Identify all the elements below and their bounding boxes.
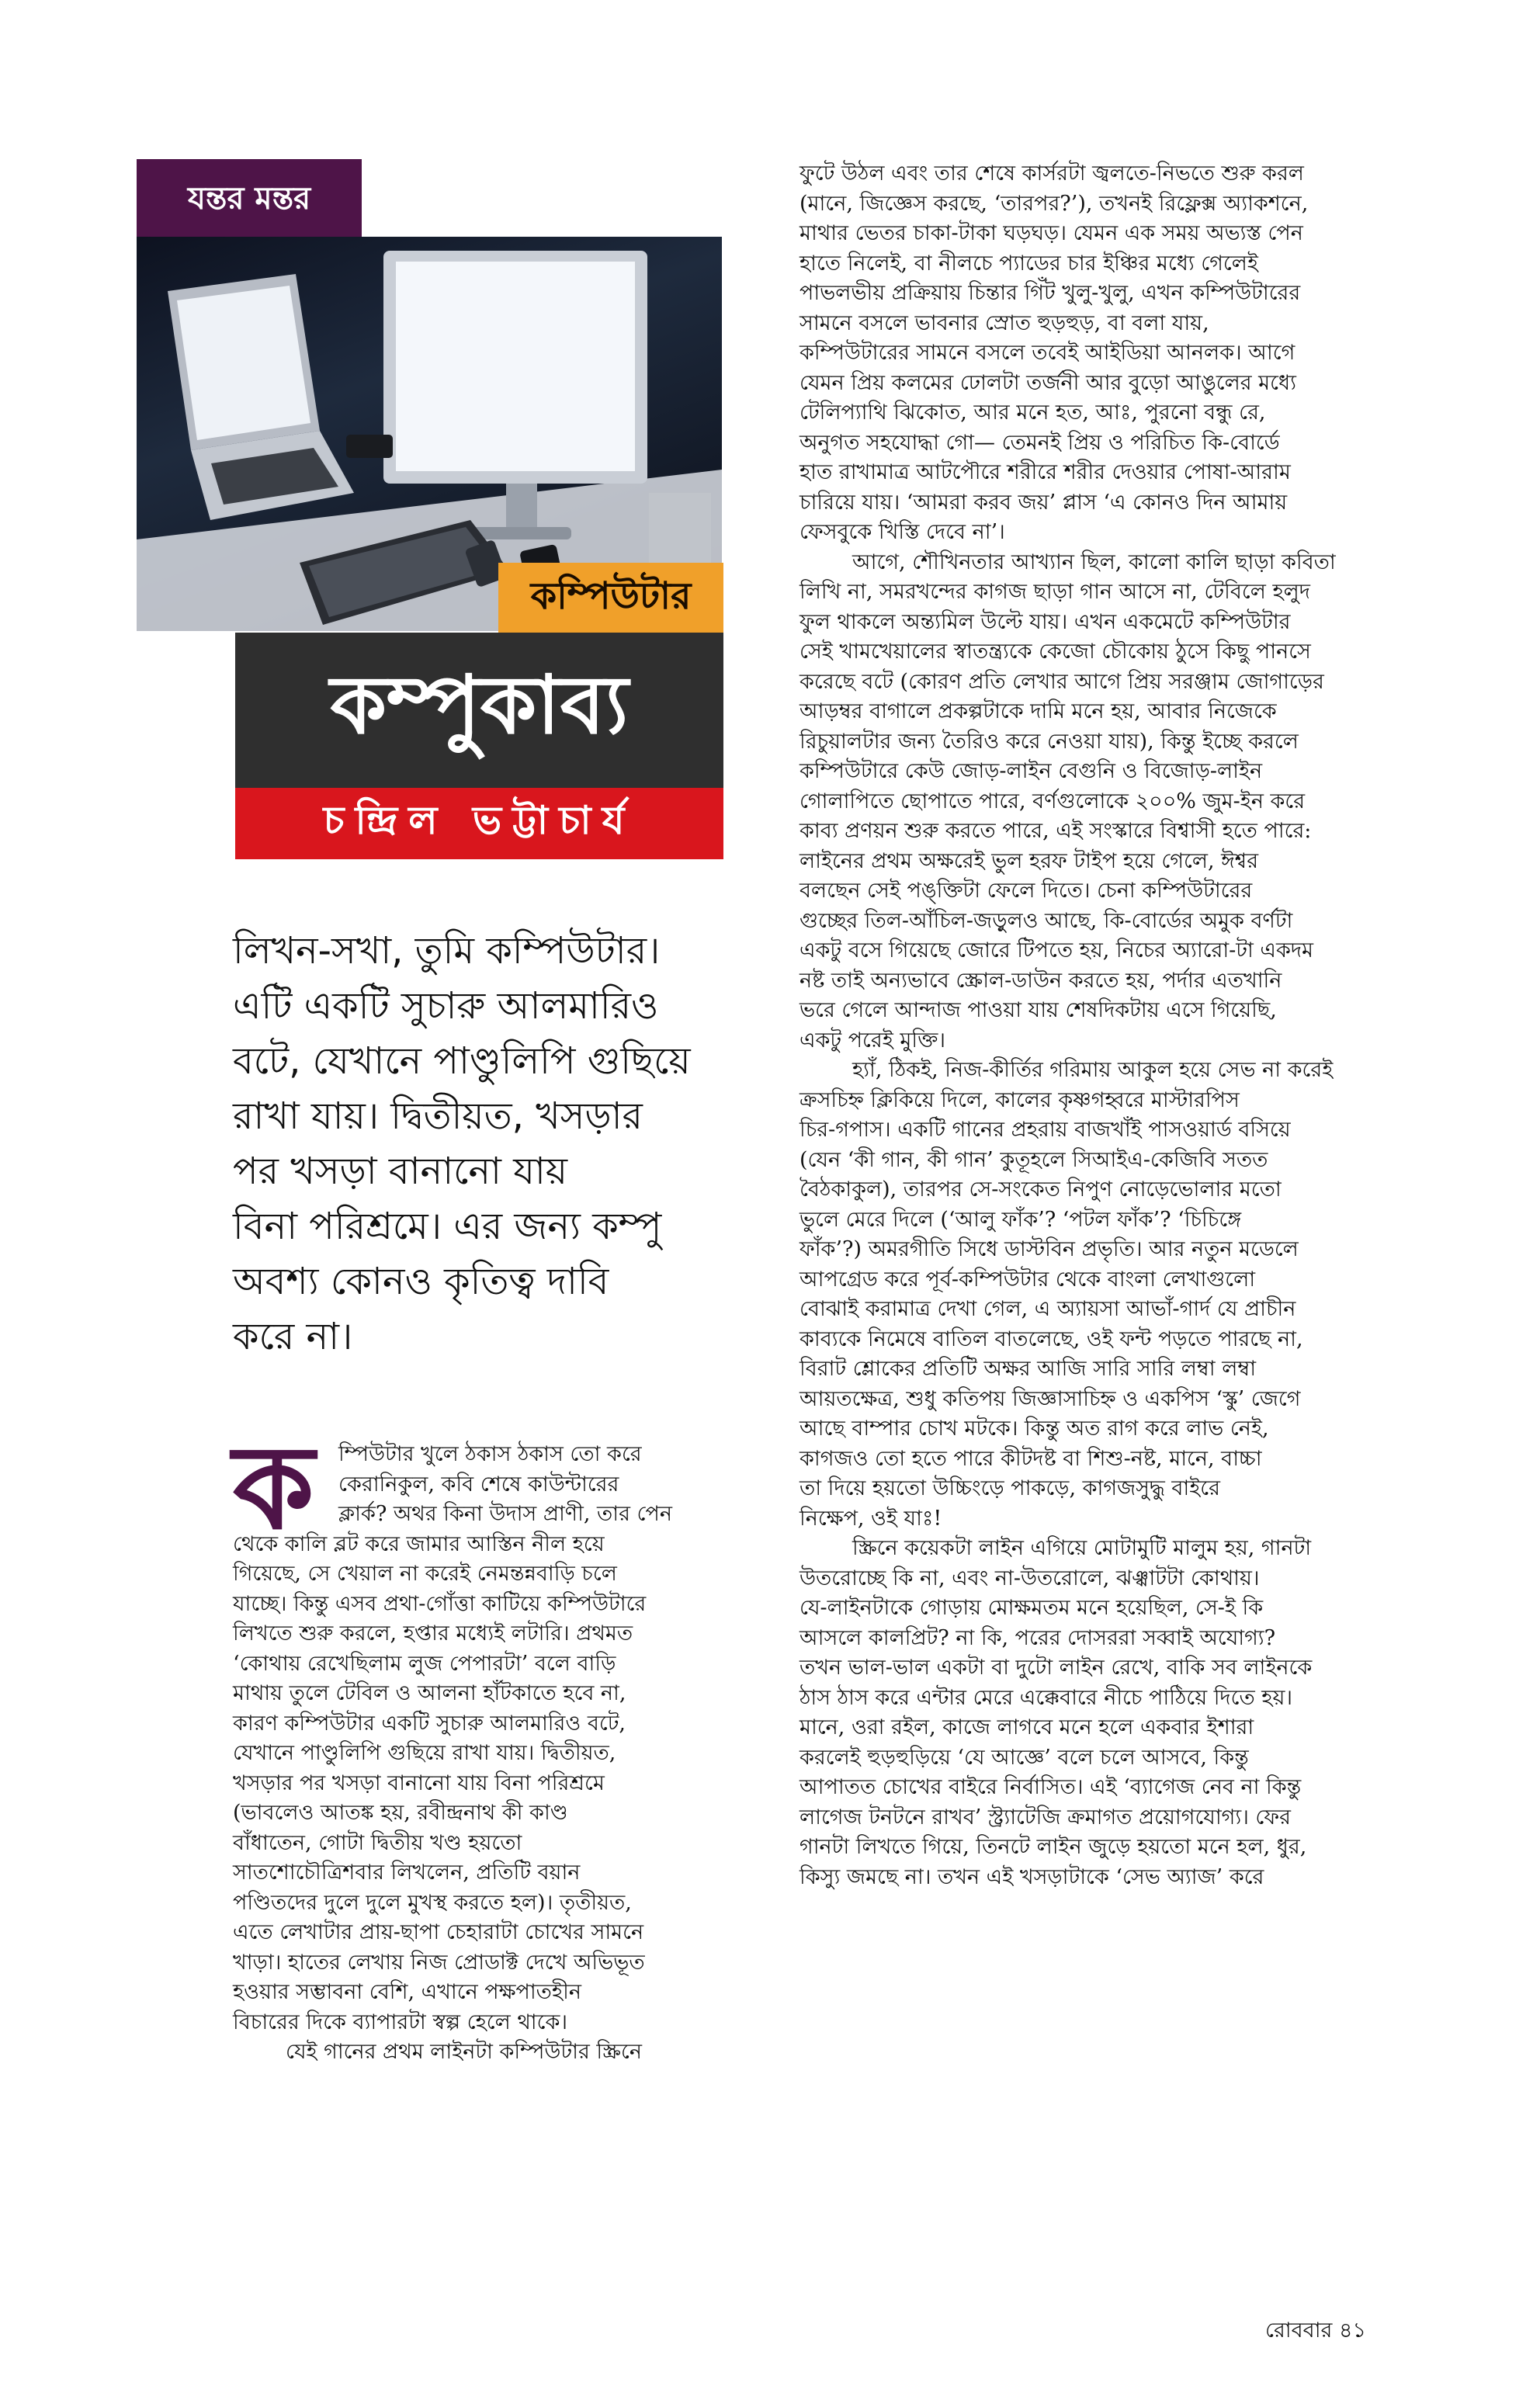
body-line: কেরানিকুল, কবি শেষে কাউন্টারের [338, 1472, 619, 1496]
pull-quote [233, 924, 730, 1365]
body-line: ফেসবুকে খিস্তি দেবে না’। [799, 520, 1005, 544]
body-line: গুচ্ছের তিল-আঁচিল-জড়ুলও আছে, কি-বোর্ডের অমুক বর্ণটা [799, 908, 1293, 933]
body-line: কাব্য প্রণয়ন শুরু করতে পারে, এই সংস্কারে বিশ্বাসী হতে পারে: [799, 819, 1312, 843]
body-line: পাভলভীয় প্রক্রিয়ায় চিন্তার গিঁট খুলু-খুলু, এখন কম্পিউটারের [799, 281, 1301, 305]
article-author: চন্দ্রিল ভট্টাচার্য [235, 788, 723, 859]
body-line: আড়ম্বর বাগালে প্রকল্পটাকে দামি মনে হয়, আবার নিজেকে [799, 699, 1277, 723]
article-title: কম্পুকাব্য [235, 633, 723, 788]
body-line: ক্লার্ক? অথর কিনা উদাস প্রাণী, তার পেন [338, 1502, 672, 1526]
body-line: পণ্ডিতদের দুলে দুলে মুখস্থ করতে হল)। তৃতীয়ত, [233, 1890, 632, 1915]
body-line: সাতশোচৌত্রিশবার লিখলেন, প্রতিটি বয়ান [233, 1861, 581, 1885]
pull-quote-line: অবশ্য কোনও কৃতিত্ব দাবি [233, 1260, 609, 1303]
pull-quote-line: এটি একটি সুচারু আলমারিও [233, 984, 659, 1028]
body-line: ভরে গেলে আন্দাজ পাওয়া যায় শেষদিকটায় এসে গিয়েছি, [799, 998, 1277, 1022]
paragraph [799, 548, 1343, 1056]
body-line: মানে, ওরা রইল, কাজে লাগবে মনে হলে একবার ইশারা [799, 1715, 1254, 1739]
body-line: করেছে বটে (কোরণ প্রতি লেখার আগে প্রিয় সরঞ্জাম জোগাড়ের [799, 669, 1324, 694]
body-line: (যেন ‘কী গান, কী গান’ কুতূহলে সিআইএ-কেজিবি সতত [799, 1147, 1268, 1172]
body-line: মাথায় তুলে টেবিল ও আলনা হাঁটকাতে হবে না, [233, 1681, 626, 1705]
section-tag: যন্তর মন্তর [137, 159, 362, 240]
left-column-body [233, 1530, 730, 2038]
body-line: বলছেন সেই পঙ্‌ক্তিটা ফেলে দিতে। চেনা কম্পিউটারের [799, 879, 1253, 903]
body-line: যেখানে পাণ্ডুলিপি গুছিয়ে রাখা যায়। দ্বিতীয়ত, [233, 1741, 616, 1765]
body-line: ফুল থাকলে অন্ত্যমিল উল্টে যায়। এখন একমেটে কম্পিউটার [799, 609, 1291, 634]
body-line: স্ক্রিনে কয়েকটা লাইন এগিয়ে মোটামুটি মালুম হয়, গানটা [852, 1536, 1312, 1560]
body-line: মাথার ভেতর চাকা-টাকা ঘড়ঘড়। যেমন এক সময় অভ্যস্ত পেন [799, 221, 1303, 245]
body-line: চির-গপাস। একটি গানের প্রহরায় বাজখাঁই পাসওয়ার্ড বসিয়ে [799, 1118, 1291, 1142]
body-line: ক্রসচিহ্ন ক্লিকিয়ে দিলে, কালের কৃষ্ণগহ্বরে মাস্টারপিস [799, 1087, 1240, 1112]
left-column [233, 1419, 730, 2068]
page-footer: রোববার ৪১ [1265, 2318, 1366, 2343]
paragraph [799, 159, 1343, 548]
body-line: থেকে কালি ব্লট করে জামার আস্তিন নীল হয়ে [233, 1531, 605, 1556]
body-line: কাগজও তো হতে পারে কীটদষ্ট বা শিশু-নষ্ট, মানে, বাচ্চা [799, 1446, 1262, 1471]
body-line: খসড়ার পর খসড়া বানানো যায় বিনা পরিশ্রমে [233, 1770, 605, 1795]
body-line: ফুটে উঠল এবং তার শেষে কার্সরটা জ্বলতে-নিভতে শুরু করল [799, 161, 1304, 186]
body-line: উতরোচ্ছে কি না, এবং না-উতরোলে, ঝঞ্ঝাটটা কোথায়। [799, 1566, 1260, 1590]
body-line: একটু পরেই মুক্তি। [799, 1028, 945, 1053]
body-line: ফাঁক’?) অমরগীতি সিধে ডাস্টবিন প্রভৃতি। আর নতুন মডেলে [799, 1237, 1299, 1261]
body-line: আপগ্রেড করে পূর্ব-কম্পিউটার থেকে বাংলা লেখাগুলো [799, 1267, 1256, 1292]
pull-quote-line: করে না। [233, 1315, 353, 1358]
body-line: আপাতত চোখের বাইরে নির্বাসিত। এই ‘ব্যাগেজ নেব না কিন্তু [799, 1775, 1302, 1799]
body-line: গিয়েছে, সে খেয়াল না করেই নেমন্তন্নবাড়ি চলে [233, 1562, 617, 1586]
body-line: গানটা লিখতে গিয়ে, তিনটে লাইন জুড়ে হয়তো মনে হল, ধুর, [799, 1835, 1307, 1859]
body-line: কিস্যু জমছে না। তখন এই খসড়াটাকে ‘সেভ অ্যাজ’ করে [799, 1864, 1264, 1889]
body-line: আছে বাম্পার চোখ মটকে। কিন্তু অত রাগ করে লাভ নেই, [799, 1417, 1269, 1441]
body-line: হাতে নিলেই, বা নীলচে প্যাডের চার ইঞ্চির মধ্যে গেলেই [799, 251, 1258, 276]
body-line: কারণ কম্পিউটার একটি সুচারু আলমারিও বটে, [233, 1711, 626, 1736]
body-line: অনুগত সহযোদ্ধা গো— তেমনই প্রিয় ও পরিচিত কি-বোর্ডে [799, 430, 1280, 455]
paragraph [799, 1056, 1343, 1534]
body-line: আয়তক্ষেত্র, শুধু কতিপয় জিজ্ঞাসাচিহ্ন ও একপিস ‘স্কু’ জেগে [799, 1386, 1301, 1411]
body-line: কম্পিউটারের সামনে বসলে তবেই আইডিয়া আনলক। আগে [799, 341, 1295, 365]
body-line: হওয়ার সম্ভাবনা বেশি, এখানে পক্ষপাতহীন [233, 1980, 581, 2004]
body-line: আসলে কালপ্রিট? না কি, পরের দোসররা সব্বাই অযোগ্য? [799, 1625, 1276, 1650]
pull-quote-line: রাখা যায়। দ্বিতীয়ত, খসড়ার [233, 1094, 643, 1138]
body-line: ভুলে মেরে দিলে (‘আলু ফাঁক’? ‘পটল ফাঁক’? ‘চিচিঙ্গে [799, 1207, 1242, 1232]
body-line: (ভাবলেও আতঙ্ক হয়, রবীন্দ্রনাথ কী কাণ্ড [233, 1801, 568, 1825]
pull-quote-line: বটে, যেখানে পাণ্ডুলিপি গুছিয়ে [233, 1039, 691, 1083]
body-line: কম্পিউটারে কেউ জোড়-লাইন বেগুনি ও বিজোড়-লাইন [799, 759, 1263, 783]
body-line: রিচুয়ালটার জন্য তৈরিও করে নেওয়া যায়), কিন্তু ইচ্ছে করলে [799, 729, 1299, 754]
body-line: ম্পিউটার খুলে ঠকাস ঠকাস তো করে [338, 1442, 642, 1466]
body-line: গোলাপিতে ছোপাতে পারে, বর্ণগুলোকে ২০০% জুম-ইন করে [799, 789, 1306, 813]
body-line: ‘কোথায় রেখেছিলাম লুজ পেপারটা’ বলে বাড়ি [233, 1651, 616, 1676]
body-line: বিচারের দিকে ব্যাপারটা স্বল্প হেলে থাকে। [233, 2010, 568, 2034]
body-line: লিখতে শুরু করলে, হপ্তার মধ্যেই লটারি। প্রথমত [233, 1621, 633, 1646]
body-line: হাত রাখামাত্র আটপৌরে শরীরে শরীর দেওয়ার পোষা-আরাম [799, 460, 1291, 484]
body-line: (মানে, জিজ্ঞেস করছে, ‘তারপর?’), তখনই রিফ্লেক্স অ্যাকশনে, [799, 191, 1309, 216]
body-line: নিক্ষেপ, ওই যাঃ! [799, 1506, 942, 1531]
right-column [799, 159, 1343, 1892]
body-line: সামনে বসলে ভাবনার স্রোত হুড়হুড়, বা বলা যায়, [799, 310, 1209, 335]
body-line: যাচ্ছে। কিন্তু এসব প্রথা-গোঁত্তা কাটিয়ে কম্পিউটারে [233, 1591, 647, 1616]
body-line: যে-লাইনটাকে গোড়ায় মোক্ষমতম মনে হয়েছিল, সে-ই কি [799, 1596, 1264, 1620]
body-line: সেই খামখেয়ালের স্বাতন্ত্র্যকে কেজো চৌকোয় ঠুসে কিছু পানসে [799, 640, 1311, 664]
body-line: এতে লেখাটার প্রায়-ছাপা চেহারাটা চোখের সামনে [233, 1920, 644, 1944]
body-line: খাড়া। হাতের লেখায় নিজ প্রোডাক্ট দেখে অভিভূত [233, 1950, 645, 1975]
body-line: একটু বসে গিয়েছে জোরে টিপতে হয়, নিচের অ্যারো-টা একদম [799, 938, 1314, 962]
body-line: চারিয়ে যায়। ‘আমরা করব জয়’ প্লাস ‘এ কোনও দিন আমায় [799, 490, 1288, 515]
paragraph [799, 1534, 1343, 1892]
dropcap: ক [233, 1419, 314, 1555]
body-line: হ্যাঁ, ঠিকই, নিজ-কীর্তির গরিমায় আকুল হয়ে সেভ না করেই [852, 1058, 1334, 1082]
pull-quote-line: লিখন-সখা, তুমি কম্পিউটার। [233, 929, 661, 973]
body-line: বিরাট শ্লোকের প্রতিটি অক্ষর আজি সারি সারি লম্বা লম্বা [799, 1357, 1257, 1381]
category-tag: কম্পিউটার [498, 563, 723, 634]
body-line: বাঁধাতেন, গোটা দ্বিতীয় খণ্ড হয়তো [233, 1830, 522, 1855]
body-line: যেমন প্রিয় কলমের ঢোলটা তর্জনী আর বুড়ো আঙুলের মধ্যে [799, 370, 1296, 395]
body-line: যেই গানের প্রথম লাইনটা কম্পিউটার স্ক্রিনে [286, 2040, 643, 2064]
body-line: তা দিয়ে হয়তো উচ্চিংড়ে পাকড়ে, কাগজসুদ্ধু বাইরে [799, 1476, 1221, 1500]
body-line: লিখি না, সমরখন্দের কাগজ ছাড়া গান আসে না, টেবিলে হলুদ [799, 580, 1310, 604]
body-line: লাইনের প্রথম অক্ষরেই ভুল হরফ টাইপ হয়ে গেলে, ঈশ্বর [799, 848, 1259, 873]
body-line: তখন ভাল-ভাল একটা বা দুটো লাইন রেখে, বাকি সব লাইনকে [799, 1656, 1313, 1680]
body-line: আগে, শৌখিনতার আখ্যান ছিল, কালো কালি ছাড়া কবিতা [852, 550, 1336, 574]
pull-quote-line: পর খসড়া বানানো যায় [233, 1150, 568, 1193]
body-line: বোঝাই করামাত্র দেখা গেল, এ অ্যায়সা আভাঁ-গার্দ যে প্রাচীন [799, 1297, 1296, 1321]
body-line: বৈঠকাকুল), তারপর সে-সংকেত নিপুণ নোড়েভোলার মতো [799, 1177, 1282, 1202]
body-line: লাগেজ টনটনে রাখব’ স্ট্র্যাটেজি ক্রমাগত প্রয়োগযোগ্য। ফের [799, 1805, 1291, 1829]
body-line: টেলিপ্যাথি ঝিকোত, আর মনে হত, আঃ, পুরনো বন্ধু রে, [799, 401, 1266, 425]
body-line: করলেই হুড়হুড়িয়ে ‘যে আজ্ঞে’ বলে চলে আসবে, কিন্তু [799, 1745, 1249, 1770]
body-line: ঠাস ঠাস করে এন্টার মেরে এক্কেবারে নীচে পাঠিয়ে দিতে হয়। [799, 1685, 1293, 1710]
laptop-icon [168, 274, 354, 520]
body-line: কাব্যকে নিমেষে বাতিল বাতলেছে, ওই ফন্ট পড়তে পারছে না, [799, 1327, 1303, 1351]
body-line: নষ্ট তাই অন্যভাবে স্ক্রোল-ডাউন করতে হয়, পর্দার এতখানি [799, 968, 1282, 993]
pull-quote-line: বিনা পরিশ্রমে। এর জন্য কম্পু [233, 1205, 662, 1248]
